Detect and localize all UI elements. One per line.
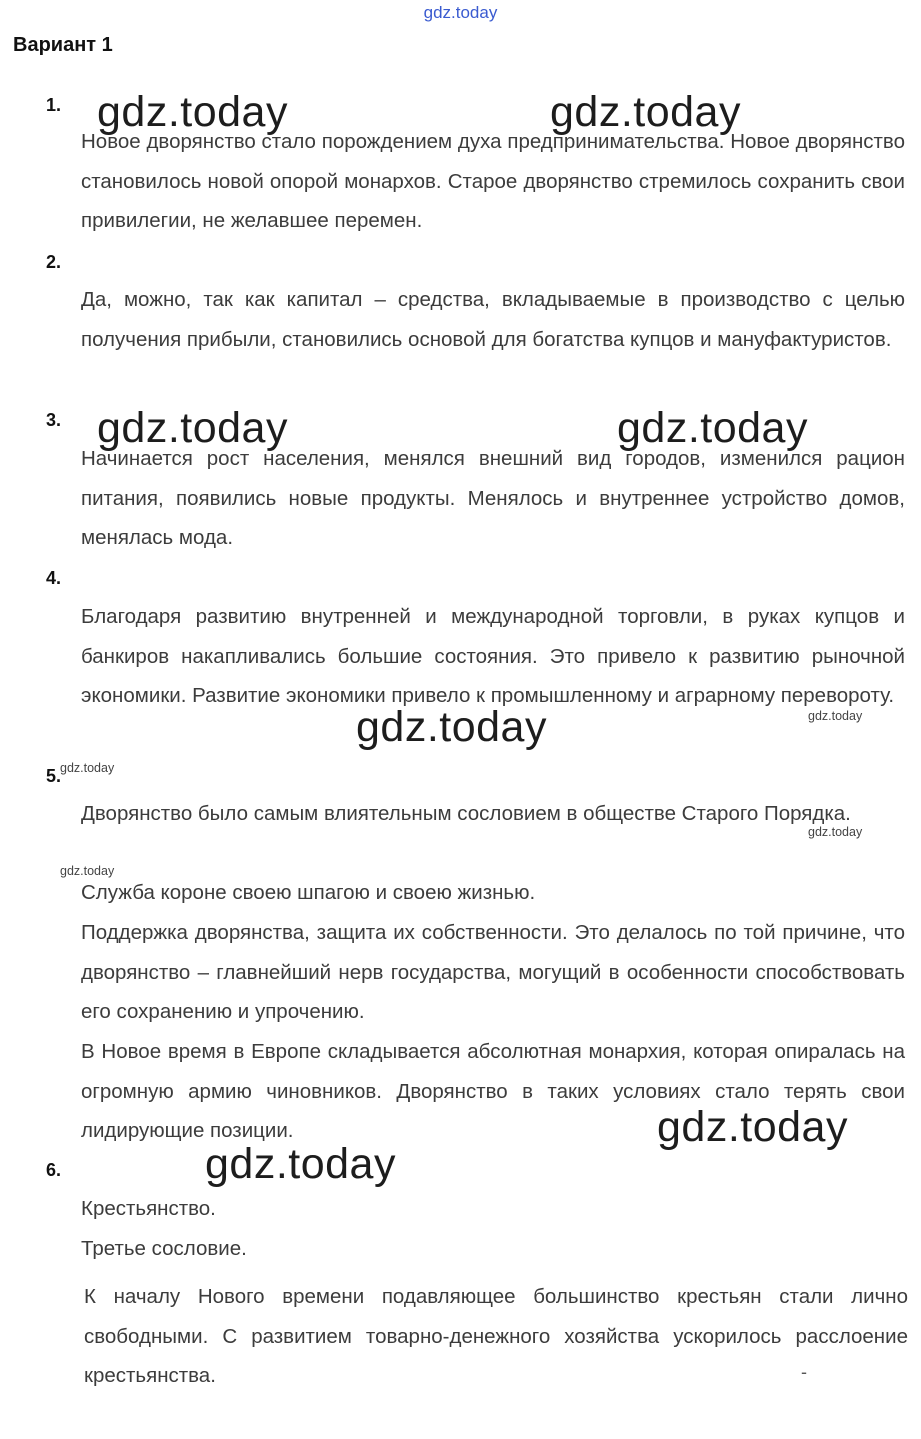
watermark: gdz.today <box>550 88 741 136</box>
watermark-small: gdz.today <box>60 761 115 775</box>
answer-1-number: 1. <box>46 95 62 115</box>
answer-5-number: 5. <box>46 766 62 786</box>
watermark: gdz.today <box>97 88 288 136</box>
answer-3-number: 3. <box>46 410 62 430</box>
watermark: gdz.today <box>617 404 808 452</box>
answer-6-paragraph-1: Крестьянство. <box>81 1197 216 1220</box>
watermark-small: gdz.today <box>808 709 863 723</box>
answer-5-paragraph-1: Дворянство было самым влиятельным сословием в обществе Старого Порядка. <box>81 802 851 825</box>
trailing-dash: - <box>801 1362 807 1382</box>
answer-1-text: Новое дворянство стало порождением духа предпринимательства. Новое дворянство становилось новой опорой монархов. Старое дворянство стремилось сохранить свои привилегии, не желавшее перемен. <box>81 130 905 232</box>
answer-5-paragraph-3: Поддержка дворянства, защита их собственности. Это делалось по той причине, что дворянство – главнейший нерв государства, могущий в особенности способствовать его сохранению и упрочению. <box>81 921 905 1023</box>
answer-2-text: Да, можно, так как капитал – средства, вкладываемые в производство с целью получения прибыли, становились основой для богатства купцов и мануфактуристов. <box>81 288 905 351</box>
watermark: gdz.today <box>205 1140 396 1188</box>
answer-5-paragraph-4: В Новое время в Европе складывается абсолютная монархия, которая опиралась на огромную армию чиновников. Дворянство в таких условиях стало терять свои лидирующие позиции. <box>81 1040 905 1142</box>
watermark-small: gdz.today <box>808 825 863 839</box>
answer-4-text: Благодаря развитию внутренней и международной торговли, в руках купцов и банкиров накапливались большие состояния. Это привело к развитию рыночной экономики. Развитие экономики привело к промышленному и аграрному перевороту. <box>81 605 905 707</box>
page-title: Вариант 1 <box>13 34 113 56</box>
watermark: gdz.today <box>97 404 288 452</box>
answer-3-text: Начинается рост населения, менялся внешний вид городов, изменился рацион питания, появились новые продукты. Менялось и внутреннее устройство домов, менялась мода. <box>81 447 905 549</box>
answer-6-paragraph-3: К началу Нового времени подавляющее большинство крестьян стали лично свободными. С развитием товарно-денежного хозяйства ускорилось расслоение крестьянства. <box>84 1285 908 1387</box>
watermark: gdz.today <box>356 703 547 751</box>
answer-4-number: 4. <box>46 568 62 588</box>
answer-6-number: 6. <box>46 1160 62 1180</box>
answer-2-number: 2. <box>46 252 62 272</box>
header-watermark: gdz.today <box>423 3 498 22</box>
watermark-small: gdz.today <box>60 864 115 878</box>
watermark: gdz.today <box>657 1103 848 1151</box>
answer-5-paragraph-2: Служба короне своею шпагою и своею жизнью. <box>81 881 536 904</box>
answer-6-paragraph-2: Третье сословие. <box>81 1237 247 1260</box>
